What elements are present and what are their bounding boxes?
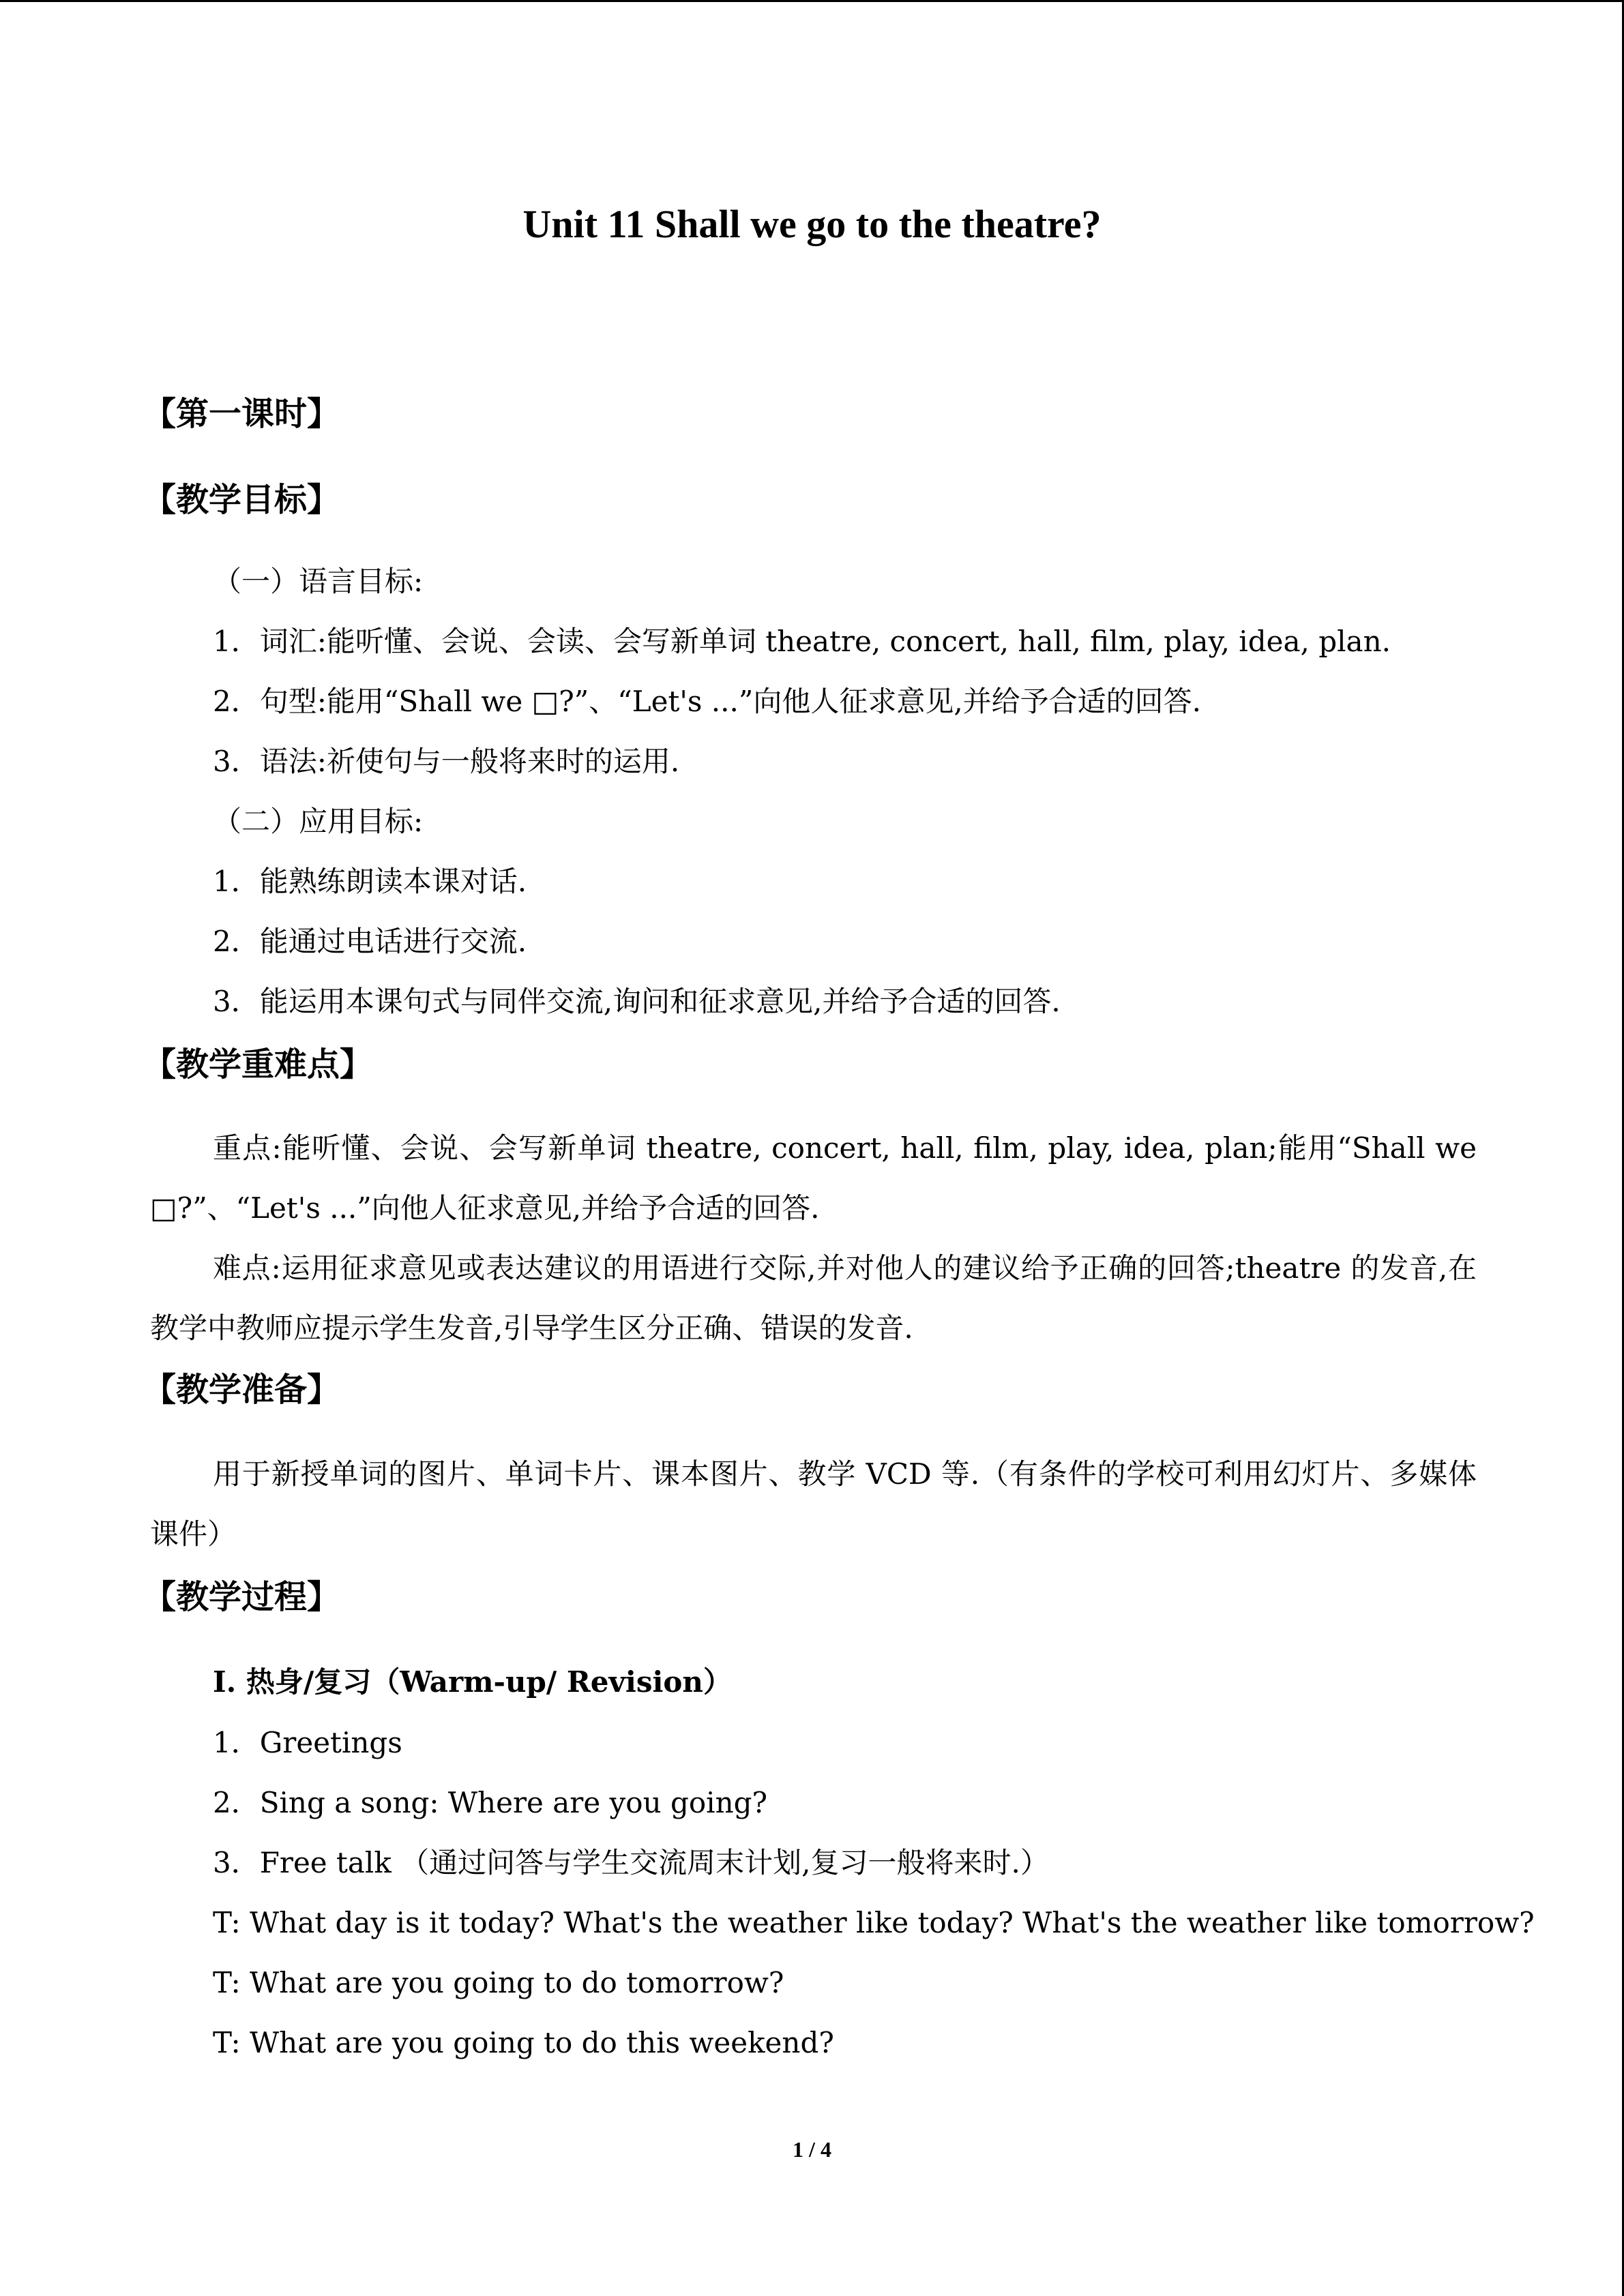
application-goal-item: 2．能通过电话进行交流. xyxy=(213,925,527,958)
section-heading-goals: 【教学目标】 xyxy=(143,481,340,519)
key-points-paragraph: 重点:能听懂、会说、会写新单词 theatre, concert, hall, film, play, idea, plan;能用“Shall we □?”、“Let's ...”向他人征求意见,并给予合适的回答. xyxy=(150,1131,1477,1225)
dialogue-line: T: What day is it today? What's the weather like today? What's the weather like tomorrow? xyxy=(213,1906,1535,1939)
application-goal-item: 1．能熟练朗读本课对话. xyxy=(213,865,527,898)
section-heading-keypoints: 【教学重难点】 xyxy=(143,1045,373,1084)
section-heading-lesson: 【第一课时】 xyxy=(143,395,340,433)
application-goals-heading: （二）应用目标: xyxy=(213,805,424,838)
language-goal-item: 2．句型:能用“Shall we □?”、“Let's ...”向他人征求意见,并给予合适的回答. xyxy=(213,685,1202,718)
process-item: 3．Free talk （通过问答与学生交流周末计划,复习一般将来时.） xyxy=(213,1846,1049,1879)
process-item: 1．Greetings xyxy=(213,1726,402,1759)
page-border-top xyxy=(0,0,1624,2)
difficulty-paragraph: 难点:运用征求意见或表达建议的用语进行交际,并对他人的建议给予正确的回答;theatre 的发音,在教学中教师应提示学生发音,引导学生区分正确、错误的发音. xyxy=(150,1251,1477,1345)
dialogue-line: T: What are you going to do this weekend? xyxy=(213,2026,834,2059)
language-goal-item: 3．语法:祈使句与一般将来时的运用. xyxy=(213,745,680,778)
section-heading-process: 【教学过程】 xyxy=(143,1578,340,1616)
language-goal-item: 1．词汇:能听懂、会说、会读、会写新单词 theatre, concert, hall, film, play, idea, plan. xyxy=(213,625,1391,658)
warmup-step-heading: I. 热身/复习（Warm-up/ Revision） xyxy=(213,1665,732,1699)
application-goal-item: 3．能运用本课句式与同伴交流,询问和征求意见,并给予合适的回答. xyxy=(213,985,1061,1018)
section-heading-preparation: 【教学准备】 xyxy=(143,1371,340,1409)
dialogue-line: T: What are you going to do tomorrow? xyxy=(213,1966,784,1999)
preparation-paragraph: 用于新授单词的图片、单词卡片、课本图片、教学 VCD 等.（有条件的学校可利用幻灯片、多媒体课件） xyxy=(150,1457,1477,1551)
document-title: Unit 11 Shall we go to the theatre? xyxy=(522,202,1102,246)
page-number: 1 / 4 xyxy=(793,2137,831,2162)
process-item: 2．Sing a song: Where are you going? xyxy=(213,1786,768,1819)
language-goals-heading: （一）语言目标: xyxy=(213,565,424,598)
